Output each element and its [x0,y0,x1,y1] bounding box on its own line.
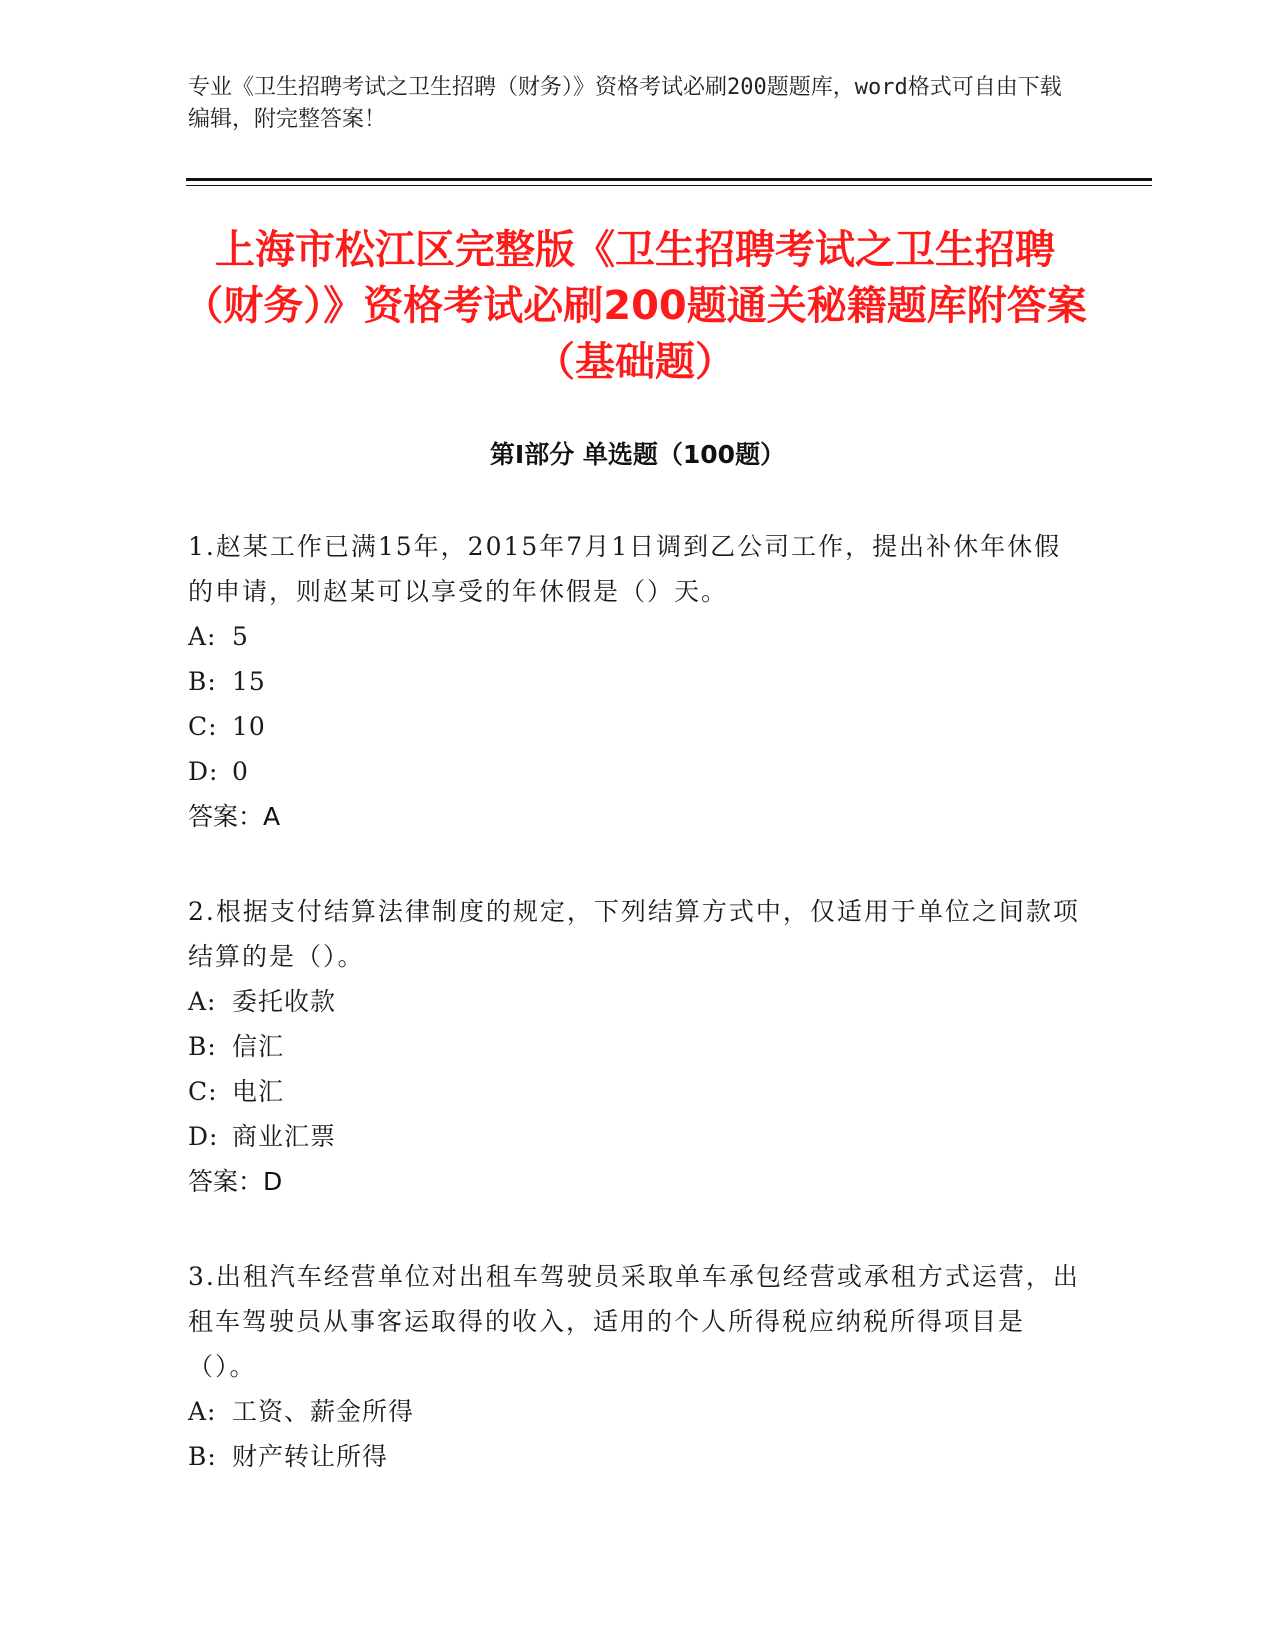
option-text: 0 [232,757,249,786]
option-label: A: [188,1397,217,1426]
option-d [188,749,1088,794]
option-a [188,1389,1088,1434]
option-d [188,1114,1088,1159]
option-label: D: [188,1122,219,1151]
option-b [188,1024,1088,1069]
option-label: B: [188,667,217,696]
option-text: 5 [232,622,249,651]
option-label: C: [188,712,218,741]
option-label: B: [188,1032,217,1061]
header-divider-thin [186,185,1152,186]
document-title: 上海市松江区完整版《卫生招聘考试之卫生招聘（财务）》资格考试必刷200题通关秘籍题库附答案（基础题） [183,227,1087,385]
option-label: D: [188,757,219,786]
question-3 [188,1254,1088,1479]
answer: 答案：D [188,1167,283,1196]
option-b [188,1434,1088,1479]
option-text: 委托收款 [232,987,337,1016]
option-text: 财产转让所得 [232,1442,389,1471]
option-label: A: [188,987,217,1016]
option-c [188,1069,1088,1114]
option-text: 10 [232,712,266,741]
question-list [188,524,1088,1529]
question-2 [188,889,1088,1204]
option-text: 工资、薪金所得 [232,1397,415,1426]
question-1 [188,524,1088,839]
option-label: A: [188,622,217,651]
option-a [188,614,1088,659]
option-c [188,704,1088,749]
section-title: 第Ⅰ部分 单选题（100题） [489,440,786,469]
header-note: 专业《卫生招聘考试之卫生招聘（财务）》资格考试必刷200题题库，word格式可自由下载编辑，附完整答案！ [188,75,1062,132]
option-text: 电汇 [232,1077,285,1106]
question-text: 1.赵某工作已满15年，2015年7月1日调到乙公司工作，提出补休年休假的申请，则赵某可以享受的年休假是（）天。 [188,532,1062,606]
question-text: 3.出租汽车经营单位对出租车驾驶员采取单车承包经营或承租方式运营，出租车驾驶员从事客运取得的收入，适用的个人所得税应纳税所得项目是（）。 [188,1262,1080,1381]
answer: 答案：A [188,802,281,831]
option-text: 15 [232,667,266,696]
question-text: 2.根据支付结算法律制度的规定，下列结算方式中，仅适用于单位之间款项结算的是（）。 [188,897,1080,971]
option-b [188,659,1088,704]
option-label: C: [188,1077,218,1106]
option-text: 商业汇票 [232,1122,337,1151]
option-text: 信汇 [232,1032,285,1061]
option-label: B: [188,1442,217,1471]
header-divider [186,178,1152,181]
option-a [188,979,1088,1024]
